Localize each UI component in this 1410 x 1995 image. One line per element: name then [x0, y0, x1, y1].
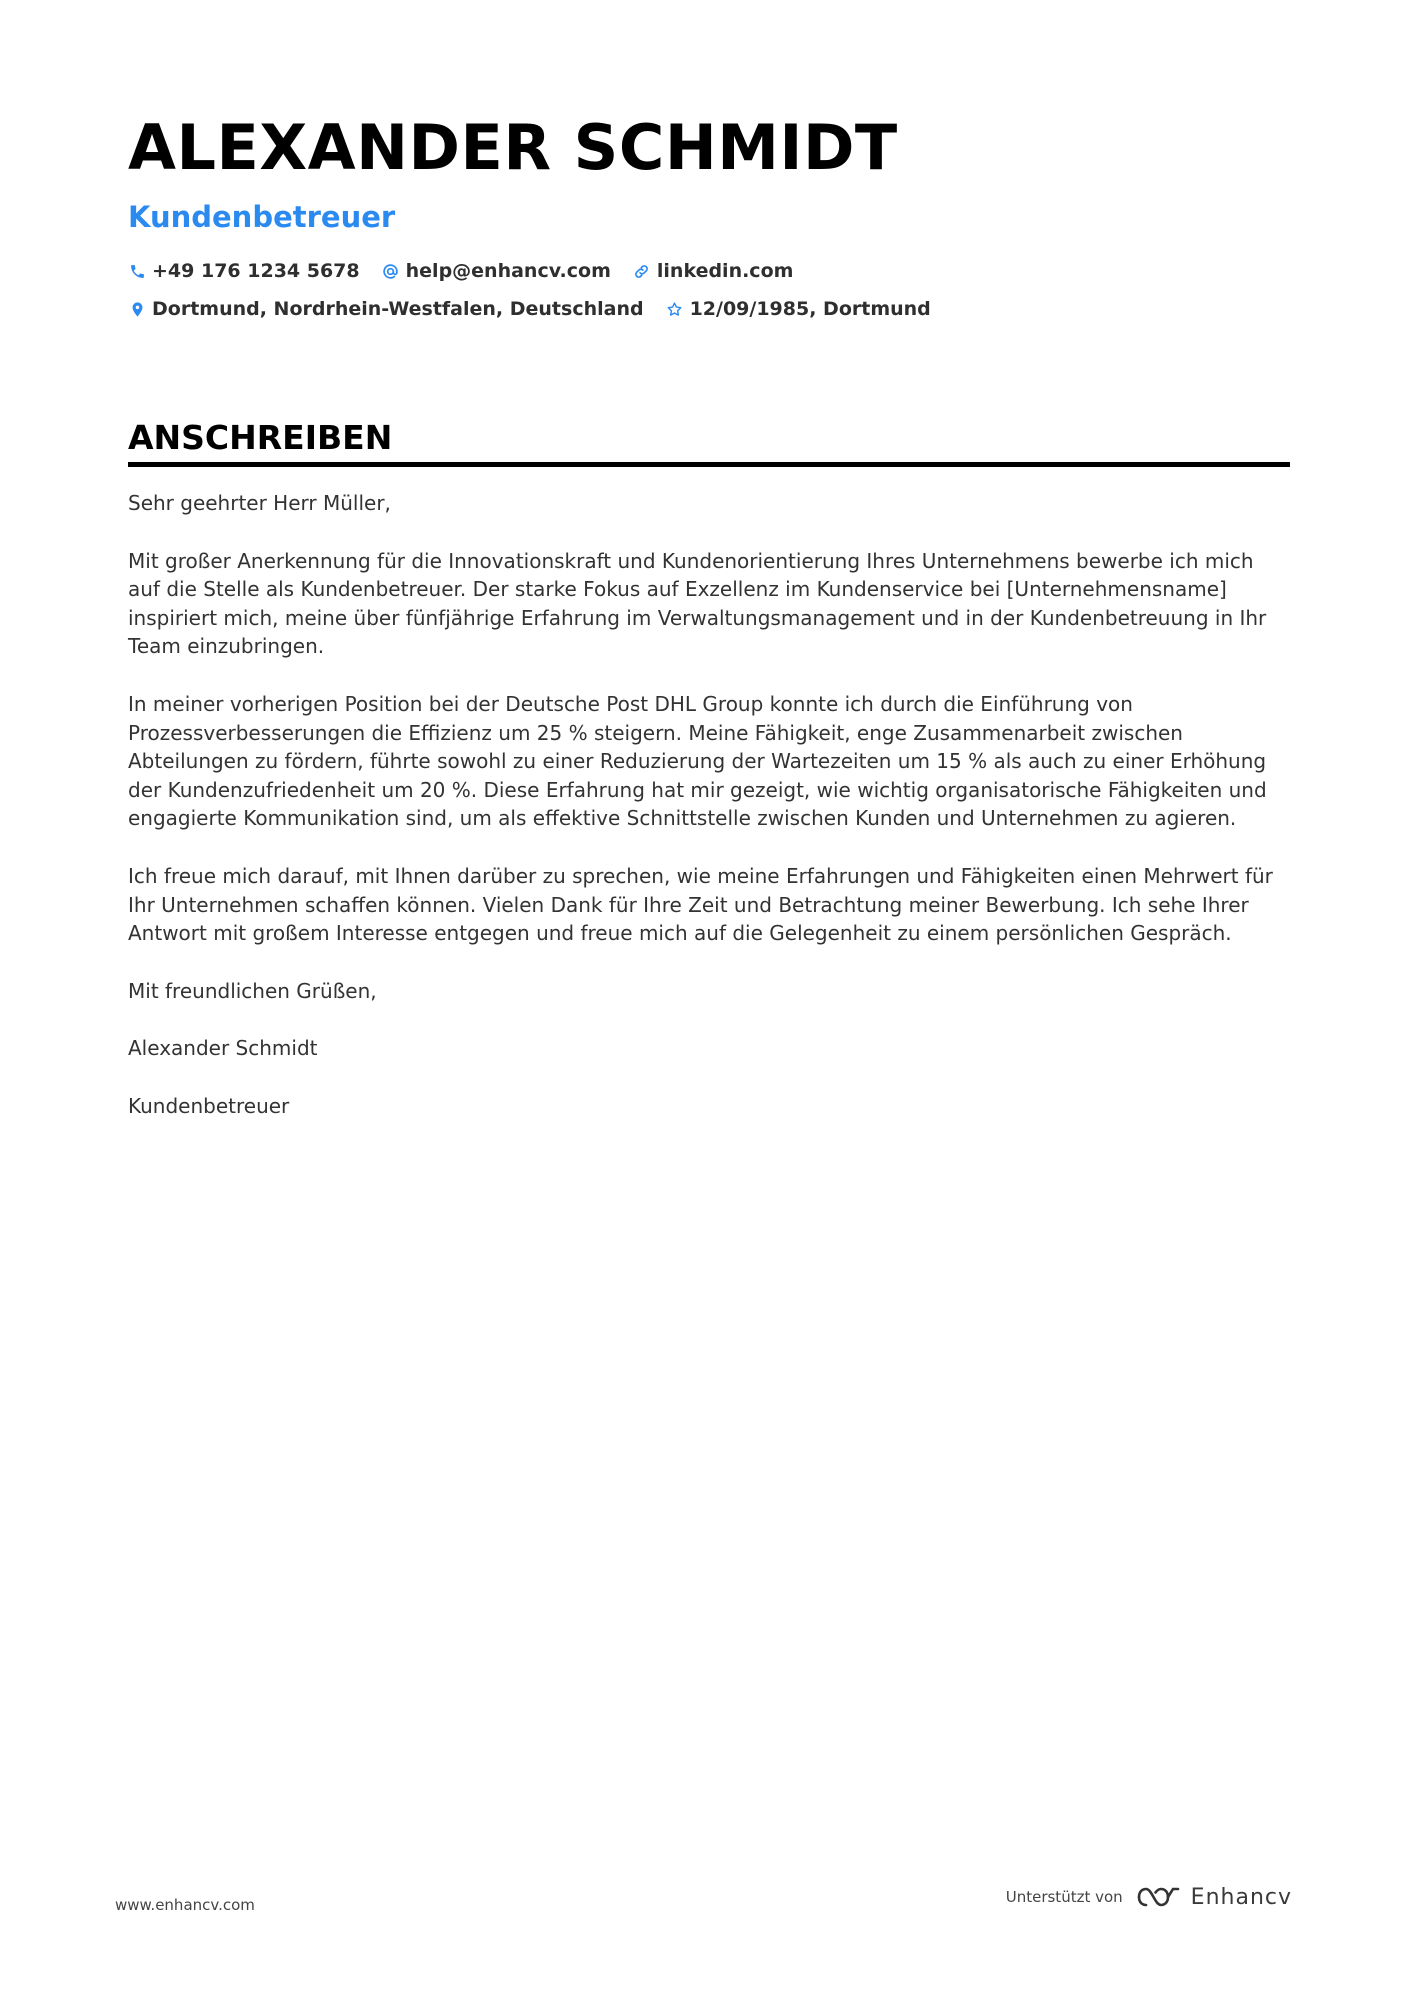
contact-linkedin[interactable]	[633, 258, 794, 284]
enhancv-logo-icon	[1135, 1884, 1181, 1910]
cover-letter-page	[128, 110, 1290, 1150]
letter-paragraph-1: Mit großer Anerkennung für die Innovationskraft und Kundenorientierung Ihres Unternehmens bewerbe ich mich auf die Stelle als Kundenbetreuer. Der starke Fokus auf Exzellenz im Kundenservice bei [Unternehmensname] inspiriert mich, meine über fünfjährige Erfahrung im Verwaltungsmanagement und in der Kundenbetreuung in Ihr Team einzubringen.	[128, 548, 1267, 659]
footer-brand-name: Enhancv	[1190, 1884, 1292, 1910]
letter-closing: Mit freundlichen Grüßen,	[128, 978, 377, 1003]
contact-location	[128, 296, 644, 322]
footer-branding[interactable]	[1006, 1884, 1292, 1910]
contact-list	[128, 258, 1290, 322]
contact-email-text: help@enhancv.com	[405, 260, 611, 282]
letter-body	[128, 489, 1290, 1121]
footer-powered-by: Unterstützt von	[1005, 1888, 1123, 1906]
contact-location-text: Dortmund, Nordrhein-Westfalen, Deutschland	[152, 298, 644, 320]
link-icon	[633, 262, 651, 280]
letter-signature-name: Alexander Schmidt	[128, 1036, 318, 1061]
footer-website[interactable]: www.enhancv.com	[115, 1896, 255, 1914]
contact-linkedin-text: linkedin.com	[656, 260, 794, 282]
letter-paragraph-3: Ich freue mich darauf, mit Ihnen darüber zu sprechen, wie meine Erfahrungen und Fähigkeiten einen Mehrwert für Ihr Unternehmen schaffen können. Vielen Dank für Ihre Zeit und Betrachtung meiner Bewerbung. Ich sehe Ihrer Antwort mit großem Interesse entgegen und freue mich auf die Gelegenheit zu einem persönlichen Gespräch.	[128, 863, 1273, 946]
star-icon	[666, 300, 684, 318]
applicant-name: ALEXANDER SCHMIDT	[128, 111, 898, 184]
contact-birth	[666, 296, 931, 322]
letter-paragraph-2: In meiner vorherigen Position bei der Deutsche Post DHL Group konnte ich durch die Einführung von Prozessverbesserungen die Effizienz um 25 % steigern. Meine Fähigkeit, enge Zusammenarbeit zwischen Abteilungen zu fördern, führte sowohl zu einer Reduzierung der Wartezeiten um 15 % als auch zu einer Erhöhung der Kundenzufriedenheit um 20 %. Diese Erfahrung hat mir gezeigt, wie wichtig organisatorische Fähigkeiten und engagierte Kommunikation sind, um als effektive Schnittstelle zwischen Kunden und Unternehmen zu agieren.	[128, 691, 1267, 831]
letter-signature-role: Kundenbetreuer	[128, 1093, 290, 1118]
contact-birth-text: 12/09/1985, Dortmund	[689, 298, 931, 320]
section-title: ANSCHREIBEN	[128, 418, 1290, 467]
phone-icon	[128, 262, 146, 280]
contact-email[interactable]	[382, 258, 611, 284]
at-icon	[382, 262, 400, 280]
contact-phone[interactable]	[128, 258, 360, 284]
contact-phone-text: +49 176 1234 5678	[152, 260, 360, 282]
map-pin-icon	[128, 300, 146, 318]
letter-salutation: Sehr geehrter Herr Müller,	[128, 491, 391, 515]
applicant-role: Kundenbetreuer	[128, 200, 396, 234]
